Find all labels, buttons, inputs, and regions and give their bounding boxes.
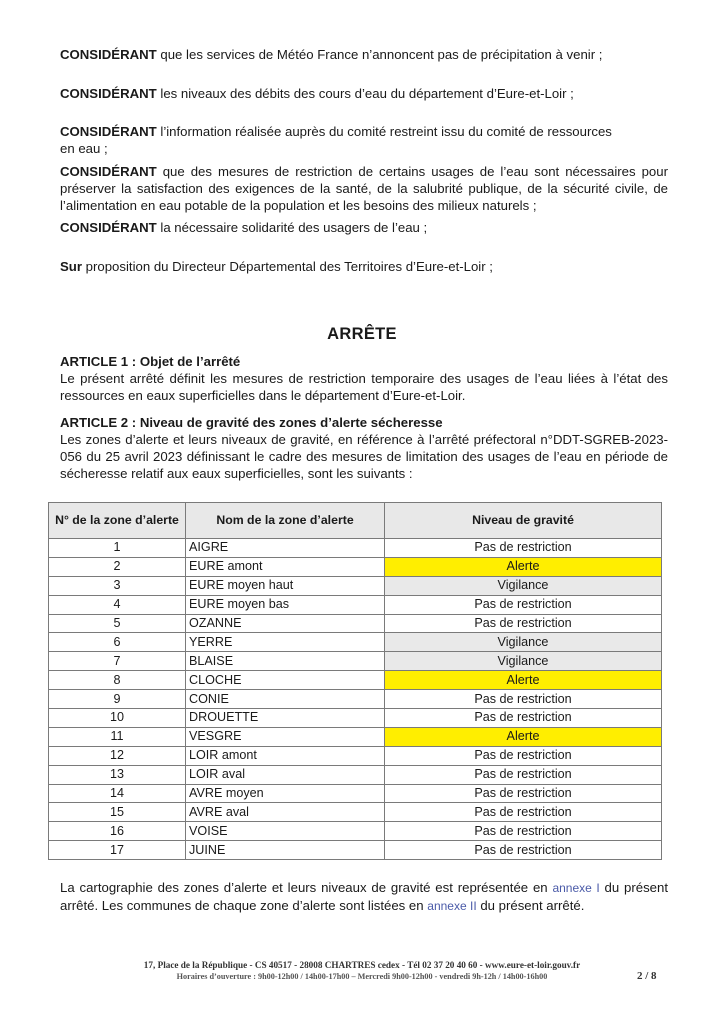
table-row xyxy=(49,841,662,860)
zone-number-cell: 14 xyxy=(49,784,186,803)
article-1-body: Le présent arrêté définit les mesures de restriction temporaire des usages de l’eau liées à l’état des ressources en eaux superficielles dans le département d’Eure-et-Loir. xyxy=(60,371,668,403)
zone-name-cell: JUINE xyxy=(186,841,385,860)
table-row xyxy=(49,652,662,671)
zone-number-cell: 15 xyxy=(49,803,186,822)
zone-number-cell: 4 xyxy=(49,595,186,614)
header-zone-number: N° de la zone d’alerte xyxy=(49,503,186,539)
zone-name-cell: DROUETTE xyxy=(186,709,385,728)
zone-number-cell: 6 xyxy=(49,633,186,652)
table-row xyxy=(49,595,662,614)
zone-name-cell: VOISE xyxy=(186,822,385,841)
table-row xyxy=(49,709,662,728)
severity-level-cell: Vigilance xyxy=(385,633,662,652)
severity-level-cell: Pas de restriction xyxy=(385,595,662,614)
severity-level-cell: Alerte xyxy=(385,671,662,690)
page-number: 2 / 8 xyxy=(637,970,657,982)
table-row xyxy=(49,576,662,595)
footer-hours: Horaires d’ouverture : 9h00-12h00 / 14h00-17h00 – Mercredi 9h00-12h00 - vendredi 9h-12h / 14h00-16h00 xyxy=(176,972,548,981)
severity-level-cell: Pas de restriction xyxy=(385,746,662,765)
zone-name-cell: OZANNE xyxy=(186,614,385,633)
considerant-4 xyxy=(60,163,668,214)
severity-level-cell: Pas de restriction xyxy=(385,539,662,558)
table-row xyxy=(49,614,662,633)
severity-level-cell: Pas de restriction xyxy=(385,841,662,860)
zone-number-cell: 16 xyxy=(49,822,186,841)
zone-number-cell: 5 xyxy=(49,614,186,633)
zone-name-cell: AIGRE xyxy=(186,539,385,558)
closing-text-1: La cartographie des zones d’alerte et leurs niveaux de gravité est représentée en xyxy=(60,880,553,895)
table-row xyxy=(49,765,662,784)
considerant-text: l’information réalisée auprès du comité restreint issu du comité de ressources en eau ; xyxy=(60,124,612,156)
zone-name-cell: CLOCHE xyxy=(186,671,385,690)
article-2-heading: ARTICLE 2 : Niveau de gravité des zones d’alerte sécheresse xyxy=(60,415,443,430)
zone-number-cell: 7 xyxy=(49,652,186,671)
considerant-text: que les services de Météo France n’annoncent pas de précipitation à venir ; xyxy=(156,47,603,62)
article-2 xyxy=(60,414,668,482)
considerant-lead: CONSIDÉRANT xyxy=(60,220,157,235)
closing-text-3: du présent arrêté. xyxy=(476,898,585,913)
closing-text-2: du présent arrêté. Les communes de chaque zone d’alerte sont listées en xyxy=(60,880,668,913)
table-header-row xyxy=(49,503,662,539)
table-row xyxy=(49,557,662,576)
zone-number-cell: 10 xyxy=(49,709,186,728)
severity-level-cell: Alerte xyxy=(385,557,662,576)
table-row xyxy=(49,746,662,765)
severity-level-cell: Vigilance xyxy=(385,576,662,595)
annexe-1-link[interactable]: annexe I xyxy=(552,881,600,895)
considerant-1 xyxy=(60,46,668,63)
table-row xyxy=(49,784,662,803)
zone-name-cell: EURE moyen bas xyxy=(186,595,385,614)
proposition-lead: Sur xyxy=(60,259,82,274)
annexe-2-link[interactable]: annexe II xyxy=(427,899,477,913)
zone-number-cell: 11 xyxy=(49,727,186,746)
article-1-heading: ARTICLE 1 : Objet de l’arrêté xyxy=(60,354,241,369)
severity-level-cell: Pas de restriction xyxy=(385,765,662,784)
proposition-text: proposition du Directeur Départemental des Territoires d’Eure-et-Loir ; xyxy=(81,259,493,274)
article-1 xyxy=(60,353,668,404)
considerant-lead: CONSIDÉRANT xyxy=(60,164,157,179)
table-row xyxy=(49,803,662,822)
zone-number-cell: 1 xyxy=(49,539,186,558)
zone-name-cell: EURE amont xyxy=(186,557,385,576)
header-zone-name: Nom de la zone d’alerte xyxy=(186,503,385,539)
severity-level-cell: Alerte xyxy=(385,727,662,746)
zone-name-cell: BLAISE xyxy=(186,652,385,671)
considerant-lead: CONSIDÉRANT xyxy=(60,124,157,139)
severity-level-cell: Vigilance xyxy=(385,652,662,671)
considerant-lead: CONSIDÉRANT xyxy=(60,47,157,62)
footer-address: 17, Place de la République - CS 40517 - 28008 CHARTRES cedex - Tél 02 37 20 40 60 - www.eure-et-loir.gouv.fr xyxy=(143,960,581,970)
zone-name-cell: CONIE xyxy=(186,690,385,709)
table-row xyxy=(49,633,662,652)
zone-name-cell: VESGRE xyxy=(186,727,385,746)
zone-number-cell: 17 xyxy=(49,841,186,860)
severity-level-cell: Pas de restriction xyxy=(385,690,662,709)
severity-level-cell: Pas de restriction xyxy=(385,822,662,841)
zone-number-cell: 8 xyxy=(49,671,186,690)
zone-name-cell: AVRE moyen xyxy=(186,784,385,803)
zone-name-cell: EURE moyen haut xyxy=(186,576,385,595)
severity-level-cell: Pas de restriction xyxy=(385,784,662,803)
zone-name-cell: LOIR aval xyxy=(186,765,385,784)
page-title: ARRÊTE xyxy=(327,325,397,343)
considerant-3 xyxy=(60,123,620,157)
alert-zones-table xyxy=(48,502,662,860)
considerant-text: que des mesures de restriction de certains usages de l’eau sont nécessaires pour préserver la satisfaction des exigences de la santé, de la salubrité publique, de la sécurité civile, de l’alimentation en eau potable de la population et les besoins des milieux naturels ; xyxy=(60,164,668,213)
considerant-text: les niveaux des débits des cours d’eau du département d’Eure-et-Loir ; xyxy=(156,86,574,101)
zone-name-cell: LOIR amont xyxy=(186,746,385,765)
proposition xyxy=(60,258,668,275)
considerant-lead: CONSIDÉRANT xyxy=(60,86,157,101)
considerant-5 xyxy=(60,219,668,236)
zone-number-cell: 2 xyxy=(49,557,186,576)
header-severity-level: Niveau de gravité xyxy=(385,503,662,539)
severity-level-cell: Pas de restriction xyxy=(385,614,662,633)
considerant-2 xyxy=(60,85,668,102)
table-row xyxy=(49,539,662,558)
table-row xyxy=(49,690,662,709)
table-row xyxy=(49,727,662,746)
zone-number-cell: 12 xyxy=(49,746,186,765)
table-row xyxy=(49,822,662,841)
table-row xyxy=(49,671,662,690)
zone-name-cell: AVRE aval xyxy=(186,803,385,822)
severity-level-cell: Pas de restriction xyxy=(385,803,662,822)
zone-name-cell: YERRE xyxy=(186,633,385,652)
zone-number-cell: 3 xyxy=(49,576,186,595)
closing-paragraph xyxy=(60,879,668,915)
zone-number-cell: 9 xyxy=(49,690,186,709)
considerant-text: la nécessaire solidarité des usagers de l’eau ; xyxy=(156,220,428,235)
zone-number-cell: 13 xyxy=(49,765,186,784)
severity-level-cell: Pas de restriction xyxy=(385,709,662,728)
article-2-body: Les zones d’alerte et leurs niveaux de gravité, en référence à l’arrêté préfectoral n°DDT-SGREB-2023-056 du 25 avril 2023 définissant le cadre des mesures de limitation des usages de l’eau en période de sécheresse relatif aux eaux superficielles, sont les suivants : xyxy=(60,432,668,481)
